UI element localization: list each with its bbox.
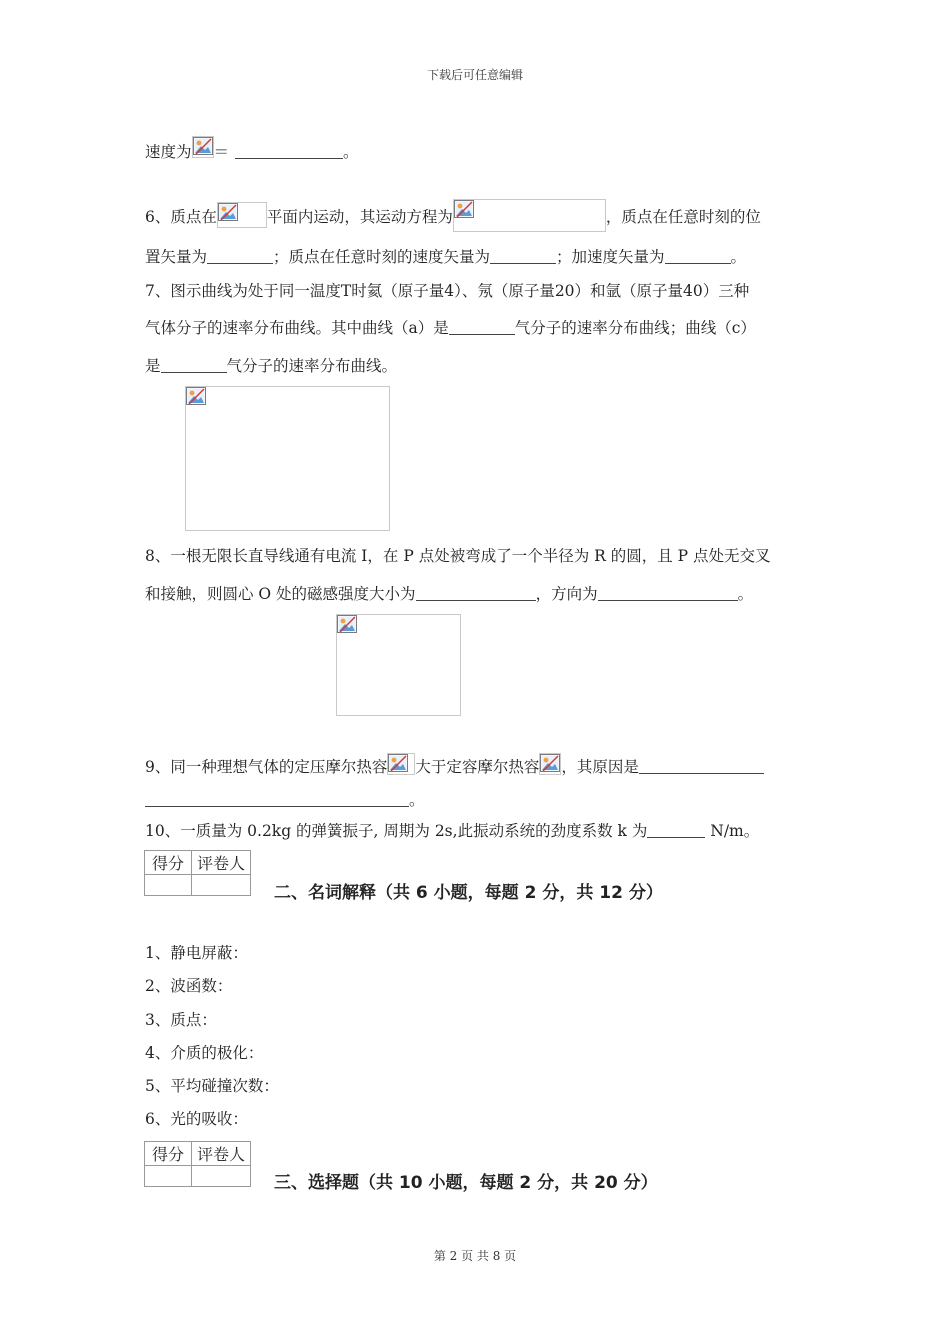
list-item: 3、质点： bbox=[145, 1011, 217, 1029]
text: 置矢量为 bbox=[145, 248, 208, 266]
page-footer: 第 2 页 共 8 页 bbox=[433, 1249, 517, 1263]
score-cell[interactable] bbox=[145, 875, 192, 896]
question-7-cont2 bbox=[145, 356, 397, 376]
score-label: 得分 bbox=[145, 851, 192, 875]
text: 速度为 bbox=[145, 143, 192, 161]
question-8-cont bbox=[145, 584, 753, 604]
figure-placeholder bbox=[185, 386, 390, 531]
answer-blank[interactable] bbox=[161, 357, 227, 373]
figure-placeholder bbox=[336, 614, 461, 716]
score-label: 得分 bbox=[145, 1142, 192, 1166]
answer-blank[interactable] bbox=[145, 791, 409, 807]
score-table bbox=[144, 1141, 251, 1187]
text: ，质点在任意时刻的位 bbox=[605, 208, 761, 226]
answer-blank[interactable] bbox=[416, 585, 536, 601]
text: 9、同一种理想气体的定压摩尔热容 bbox=[145, 758, 388, 776]
question-8: 8、一根无限长直导线通有电流 I，在 P 点处被弯成了一个半径为 R 的圆，且 P 点处无交叉 bbox=[145, 547, 771, 565]
text: 。 bbox=[409, 791, 425, 809]
grader-cell[interactable] bbox=[192, 1166, 251, 1187]
list-item: 6、光的吸收： bbox=[145, 1110, 248, 1128]
question-7-cont bbox=[145, 318, 756, 338]
section-2-title: 二、名词解释（共 6 小题，每题 2 分，共 12 分） bbox=[274, 883, 663, 903]
answer-blank[interactable] bbox=[647, 822, 705, 838]
score-cell[interactable] bbox=[145, 1166, 192, 1187]
answer-blank[interactable] bbox=[207, 248, 273, 264]
text: ，其原因是 bbox=[561, 758, 639, 776]
text: ＝ bbox=[213, 143, 230, 161]
text: 是 bbox=[145, 357, 161, 375]
text: 6、质点在 bbox=[145, 208, 217, 226]
text: ，方向为 bbox=[535, 585, 598, 603]
text: 。 bbox=[730, 248, 747, 266]
line-velocity bbox=[145, 136, 359, 162]
text: 10、一质量为 0.2kg 的弹簧振子, 周期为 2s,此振动系统的劲度系数 k 为 bbox=[145, 822, 648, 840]
answer-blank[interactable] bbox=[235, 143, 343, 159]
answer-blank[interactable] bbox=[449, 319, 515, 335]
list-item: 4、介质的极化： bbox=[145, 1044, 264, 1062]
list-item: 2、波函数： bbox=[145, 977, 233, 995]
text: 。 bbox=[343, 143, 359, 161]
broken-image-icon bbox=[539, 753, 561, 775]
grader-label: 评卷人 bbox=[192, 851, 251, 875]
grader-label: 评卷人 bbox=[192, 1142, 251, 1166]
broken-image-icon bbox=[217, 202, 267, 228]
broken-image-icon bbox=[337, 615, 357, 633]
question-9 bbox=[145, 753, 764, 777]
question-6-cont bbox=[145, 247, 746, 267]
text: 。 bbox=[737, 585, 754, 603]
text: 气体分子的速率分布曲线。其中曲线（a）是 bbox=[145, 319, 449, 337]
text: 大于定容摩尔热容 bbox=[415, 758, 540, 776]
section-3-title: 三、选择题（共 10 小题，每题 2 分，共 20 分） bbox=[274, 1173, 658, 1193]
broken-image-icon bbox=[186, 387, 206, 405]
text: N/m。 bbox=[705, 822, 760, 840]
text: ；加速度矢量为 bbox=[556, 248, 665, 266]
broken-image-icon bbox=[453, 199, 606, 232]
question-7: 7、图示曲线为处于同一温度T时氦（原子量4）、氖（原子量20）和氩（原子量40）三种 bbox=[145, 282, 750, 300]
text: 气分子的速率分布曲线。 bbox=[226, 357, 398, 375]
answer-blank[interactable] bbox=[665, 248, 731, 264]
score-table bbox=[144, 850, 251, 896]
question-6 bbox=[145, 199, 761, 232]
question-10 bbox=[145, 821, 759, 841]
broken-image-icon bbox=[192, 136, 214, 158]
text: 气分子的速率分布曲线；曲线（c） bbox=[514, 319, 756, 337]
text: 和接触，则圆心 O 处的磁感强度大小为 bbox=[145, 585, 416, 603]
answer-blank[interactable] bbox=[639, 758, 764, 774]
broken-image-icon bbox=[387, 753, 415, 775]
answer-blank[interactable] bbox=[598, 585, 738, 601]
grader-cell[interactable] bbox=[192, 875, 251, 896]
list-item: 1、静电屏蔽： bbox=[145, 944, 248, 962]
page-header: 下载后可任意编辑 bbox=[426, 68, 523, 82]
text: 平面内运动，其运动方程为 bbox=[266, 208, 453, 226]
question-9-cont bbox=[145, 790, 425, 810]
text: ；质点在任意时刻的速度矢量为 bbox=[273, 248, 491, 266]
answer-blank[interactable] bbox=[490, 248, 556, 264]
list-item: 5、平均碰撞次数： bbox=[145, 1077, 279, 1095]
